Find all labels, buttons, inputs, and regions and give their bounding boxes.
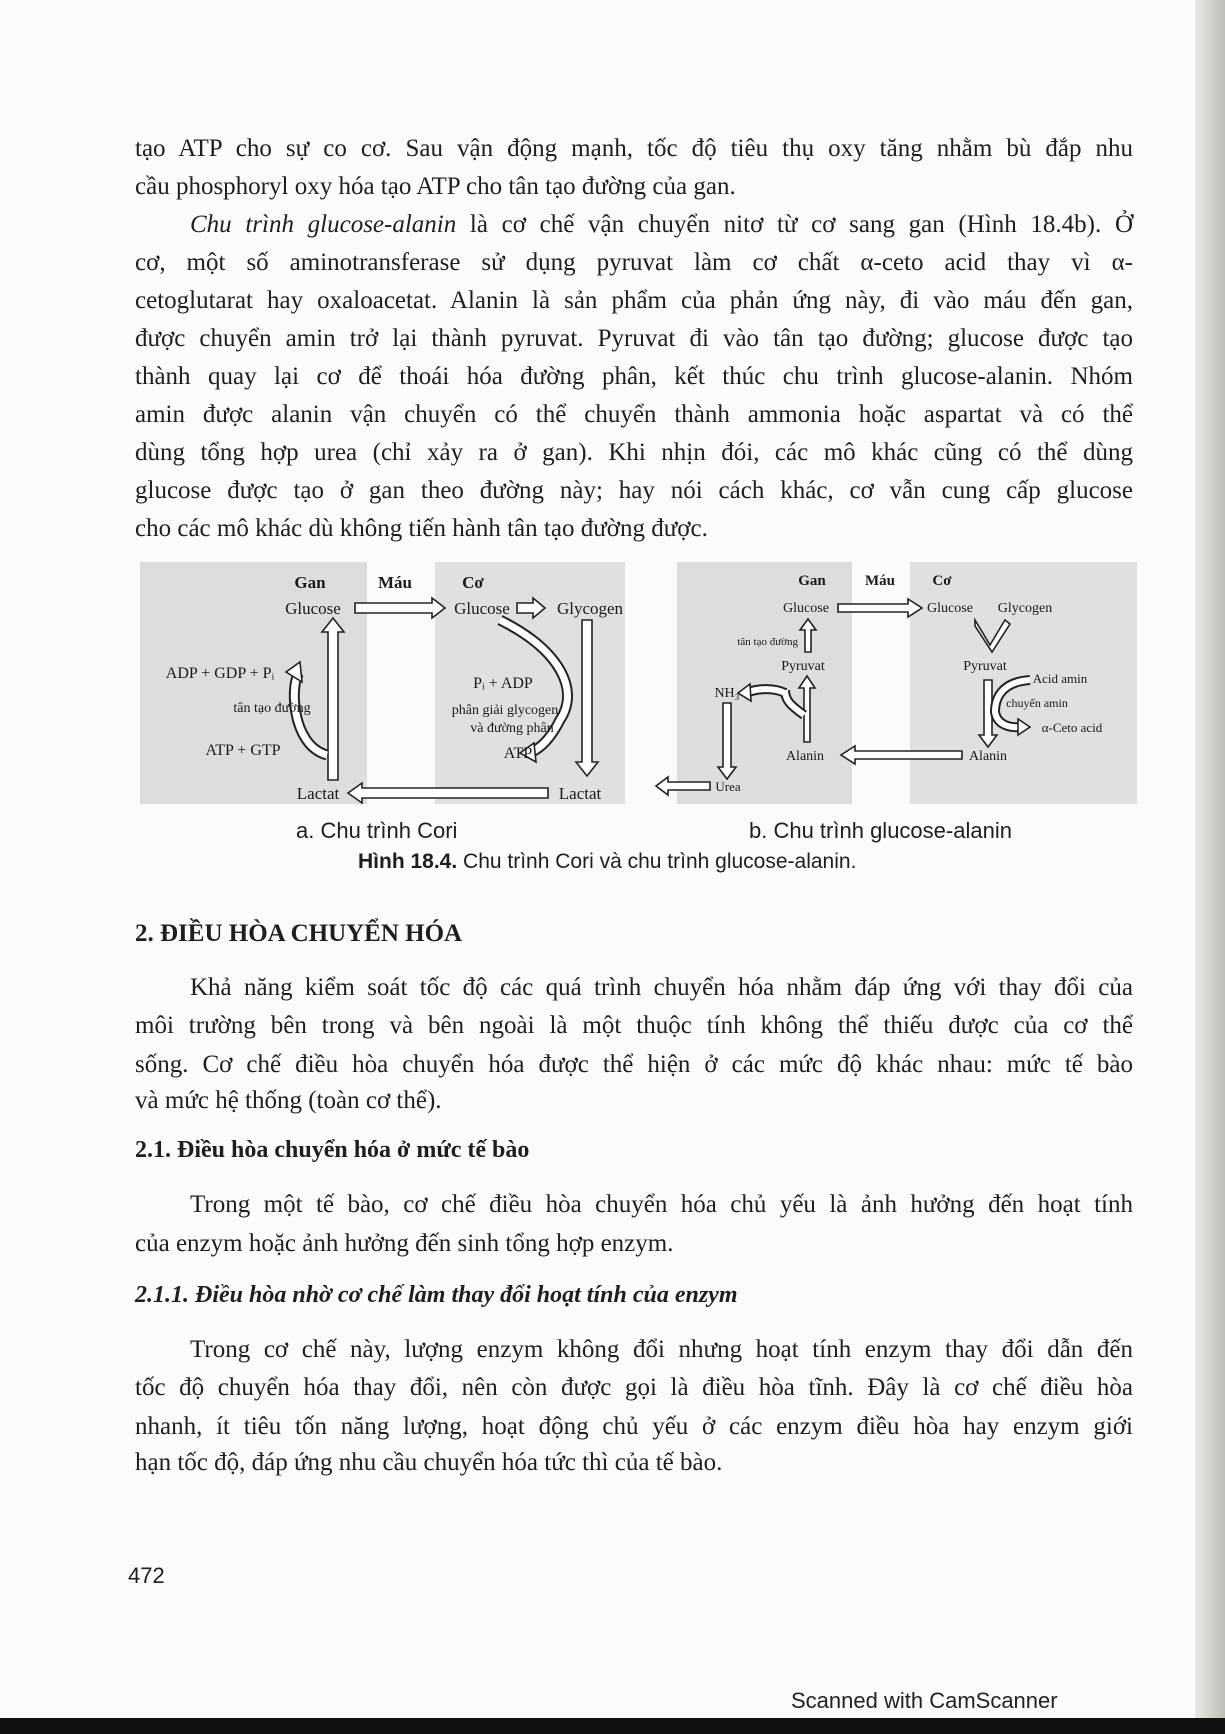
text-line: tốc độ chuyển hóa thay đổi, nên còn được gọi là điều hòa tĩnh. Đây là cơ chế điều hòa bbox=[135, 1374, 1133, 1401]
page-number: 472 bbox=[128, 1563, 165, 1588]
camscanner-watermark: Scanned with CamScanner bbox=[791, 1688, 1058, 1713]
subsection-heading: 2.1. Điều hòa chuyển hóa ở mức tế bào bbox=[135, 1137, 530, 1163]
text-line: sống. Cơ chế điều hòa chuyển hóa được thể hiện ở các mức độ khác nhau: mức tế bào bbox=[135, 1051, 1133, 1078]
figure-caption-text: Chu trình Cori và chu trình glucose-alanin. bbox=[457, 850, 857, 873]
cori-cycle-diagram bbox=[140, 562, 625, 804]
label-pyruvat-muscle: Pyruvat bbox=[963, 659, 1007, 674]
label-glycogen: Glycogen bbox=[556, 599, 624, 618]
label-alanin-liver: Alanin bbox=[785, 749, 825, 764]
text-line: dùng tổng hợp urea (chỉ xảy ra ở gan). Khi nhịn đói, các mô khác cũng có thể dùng bbox=[135, 439, 1133, 466]
text-line: cầu phosphoryl oxy hóa tạo ATP cho tân tạo đường của gan. bbox=[135, 173, 736, 200]
label-atp: ATP bbox=[503, 745, 533, 762]
text-line: Trong một tế bào, cơ chế điều hòa chuyển hóa chủ yếu là ảnh hưởng đến hoạt tính bbox=[190, 1191, 1133, 1218]
label-chuyen-amin: chuyển amin bbox=[1006, 696, 1068, 710]
label-tan-tao-duong: tân tạo đường bbox=[737, 636, 798, 648]
subsubsection-heading: 2.1.1. Điều hòa nhờ cơ chế làm thay đổi hoạt tính của enzym bbox=[135, 1282, 738, 1308]
text-line: Trong cơ chế này, lượng enzym không đổi nhưng hoạt tính enzym thay đổi dẫn đến bbox=[190, 1336, 1133, 1363]
label-acid-amin: Acid amin bbox=[1032, 671, 1088, 686]
text-line: amin được alanin vận chuyển có thể chuyển thành ammonia hoặc aspartat và có thể bbox=[135, 401, 1133, 428]
label-gan: Gan bbox=[294, 573, 326, 592]
label-urea: Urea bbox=[715, 779, 741, 794]
figure-caption bbox=[358, 850, 856, 874]
italic-term: Chu trình glucose-alanin bbox=[190, 211, 457, 238]
label-nh3: NH₃ bbox=[714, 686, 740, 701]
text-line: cho các mô khác dù không tiến hành tân tạo đường được. bbox=[135, 515, 708, 542]
text-line: cetoglutarat hay oxaloacetat. Alanin là sản phẩm của phản ứng này, đi vào máu đến gan, bbox=[135, 287, 1133, 314]
label-adp-gdp-pi: ADP + GDP + Pᵢ bbox=[165, 665, 275, 682]
label-tan-tao-duong: tân tạo đường bbox=[233, 701, 311, 716]
label-lactat-liver: Lactat bbox=[296, 784, 340, 803]
text-line: và mức hệ thống (toàn cơ thể). bbox=[135, 1087, 442, 1114]
label-atp-gtp: ATP + GTP bbox=[205, 742, 281, 759]
label-gan: Gan bbox=[798, 573, 826, 589]
section-heading: 2. ĐIỀU HÒA CHUYỂN HÓA bbox=[135, 920, 463, 947]
text-line: nhanh, ít tiêu tốn năng lượng, hoạt động chủ yếu ở các enzym điều hòa hay enzym giới bbox=[135, 1413, 1133, 1440]
text-span: là cơ chế vận chuyển nitơ từ cơ sang gan (Hình 18.4b). Ở bbox=[456, 211, 1133, 238]
label-pi-adp: Pᵢ + ADP bbox=[473, 675, 533, 692]
label-co: Cơ bbox=[462, 573, 484, 592]
label-glycogen: Glycogen bbox=[997, 601, 1053, 616]
text-line: Khả năng kiểm soát tốc độ các quá trình chuyển hóa nhằm đáp ứng với thay đổi của bbox=[190, 974, 1133, 1001]
text-line: thành quay lại cơ để thoái hóa đường phân, kết thúc chu trình glucose-alanin. Nhóm bbox=[135, 363, 1133, 390]
caption-b: b. Chu trình glucose-alanin bbox=[749, 818, 1012, 843]
label-pyruvat-liver: Pyruvat bbox=[781, 659, 825, 674]
text-line: hạn tốc độ, đáp ứng nhu cầu chuyển hóa tức thì của tế bào. bbox=[135, 1449, 723, 1476]
label-alpha-ceto-acid: α-Ceto acid bbox=[1041, 720, 1103, 735]
text-line: tạo ATP cho sự co cơ. Sau vận động mạnh, tốc độ tiêu thụ oxy tăng nhằm bù đắp nhu bbox=[135, 135, 1133, 162]
label-lactat-muscle: Lactat bbox=[558, 784, 602, 803]
glucose-alanine-cycle-diagram bbox=[656, 562, 1137, 804]
label-mau: Máu bbox=[378, 573, 412, 592]
label-phan-giai-glycogen: phân giải glycogen bbox=[451, 703, 559, 718]
liver-panel bbox=[677, 562, 852, 804]
caption-a: a. Chu trình Cori bbox=[296, 818, 458, 843]
label-mau: Máu bbox=[865, 573, 895, 589]
label-glucose-liver: Glucose bbox=[783, 601, 829, 616]
text-line: môi trường bên trong và bên ngoài là một thuộc tính không thể thiếu được của cơ thể bbox=[135, 1012, 1133, 1039]
figure-label: Hình 18.4. bbox=[358, 850, 458, 873]
text-line: của enzym hoặc ảnh hưởng đến sinh tổng hợp enzym. bbox=[135, 1230, 674, 1257]
label-duong-phan: và đường phân bbox=[470, 721, 554, 736]
label-co: Cơ bbox=[932, 573, 952, 589]
arrow-right bbox=[355, 598, 445, 618]
text-line: cơ, một số aminotransferase sử dụng pyruvat làm cơ chất α-ceto acid thay vì α- bbox=[135, 249, 1133, 276]
text-line: được chuyển amin trở lại thành pyruvat. Pyruvat đi vào tân tạo đường; glucose được tạo bbox=[135, 325, 1133, 352]
text-line: glucose được tạo ở gan theo đường này; hay nói cách khác, cơ vẫn cung cấp glucose bbox=[135, 477, 1133, 504]
bottom-scan-border bbox=[0, 1718, 1225, 1734]
figure-18-4-diagrams bbox=[0, 0, 1225, 830]
label-glucose-muscle: Glucose bbox=[927, 601, 973, 616]
label-glucose-muscle: Glucose bbox=[454, 599, 510, 618]
label-alanin-muscle: Alanin bbox=[968, 749, 1008, 764]
label-glucose-liver: Glucose bbox=[285, 599, 341, 618]
